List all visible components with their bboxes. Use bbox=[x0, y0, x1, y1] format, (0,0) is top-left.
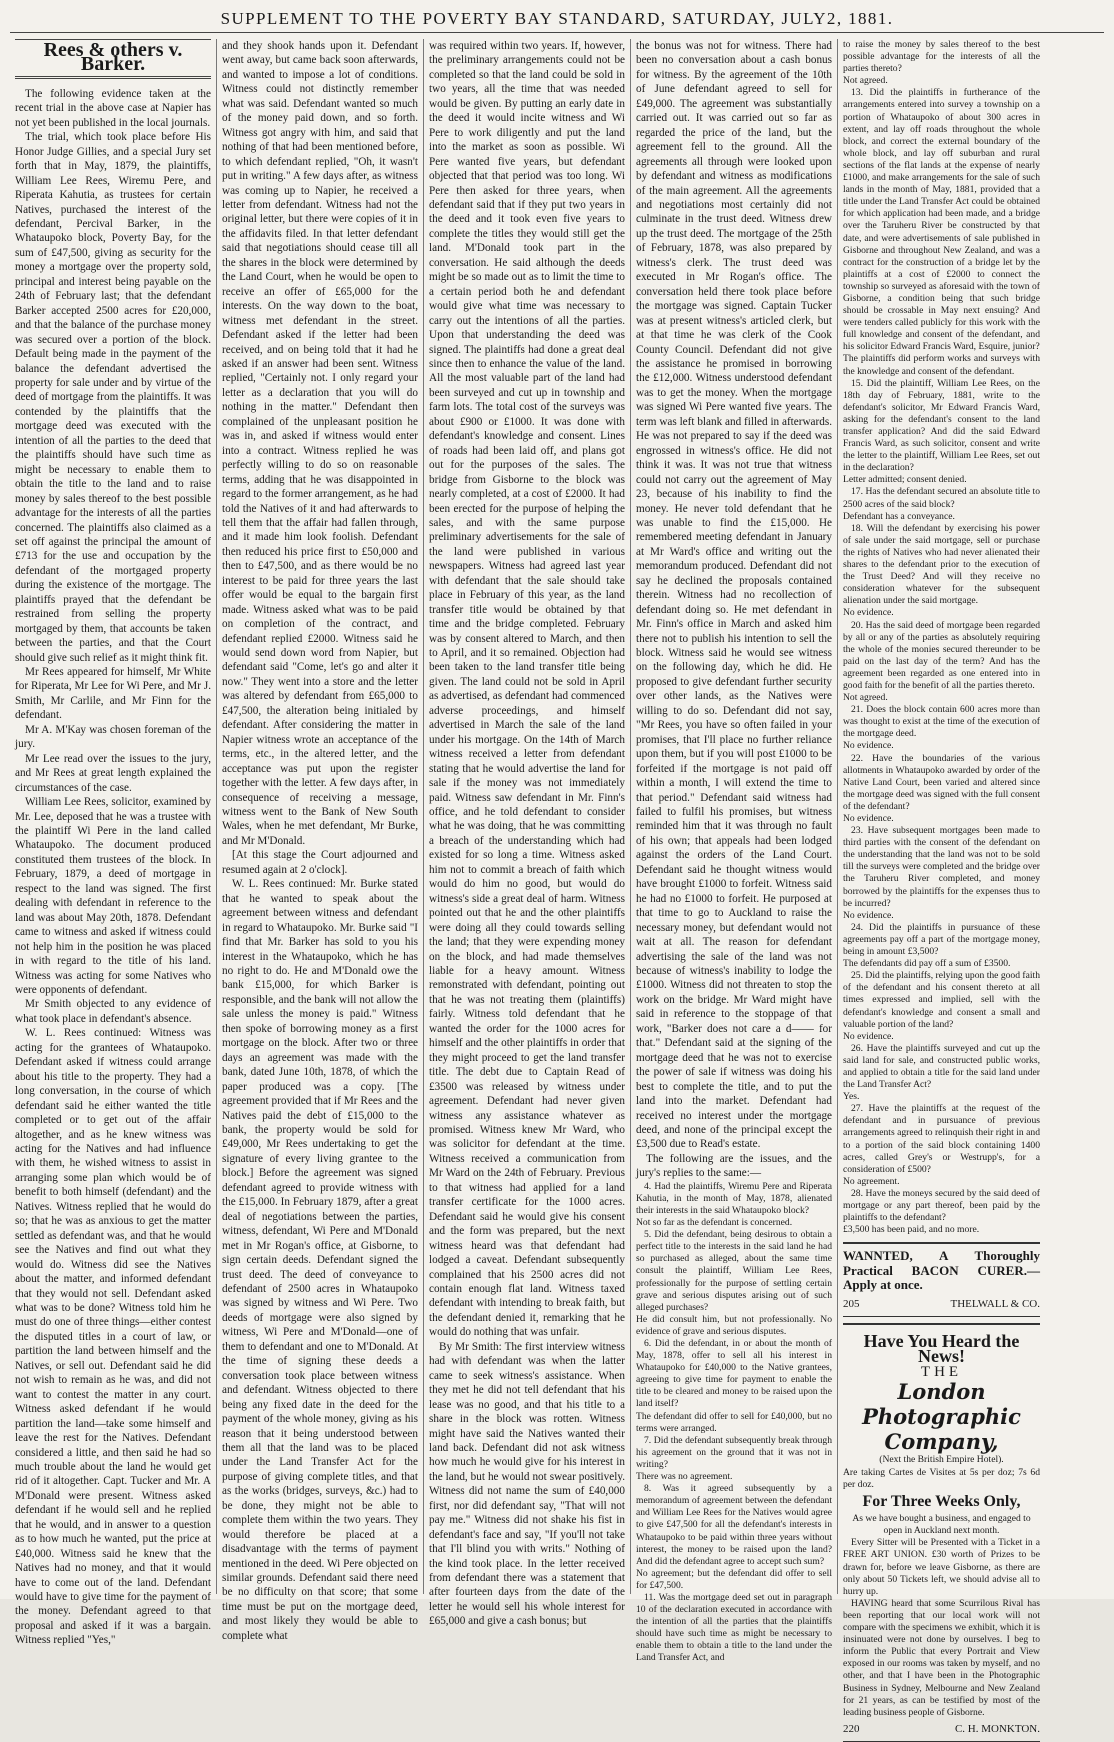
paragraph: William Lee Rees, solicitor, examined by Mr. Lee, deposed that he was a trustee with the plaintiff Wi Pere in the land called Whataupoko. The document produced constituted them trustees of the block. In February, 1879, a deed of mortgage in respect to the land was signed. The first dealing with defendant in reference to the land was about May 20th, 1878. Defendant came to witness and asked if witness could not help him in the position he was placed in with regard to the title of his land. Witness was acting for some Natives who were opponents of defendant. bbox=[15, 796, 211, 996]
issue: 27. Have the plaintiffs at the request of the defendant and in pursuance of previous arrangements agreed to relinquish their right in and to a portion of the said block containing 1400 acres, called Grey's or Westrupp's, for a consideration of £500? bbox=[843, 1103, 1040, 1175]
ad-line: As we have bought a business, and engaged to open in Auckland next month. bbox=[852, 1513, 1031, 1537]
ad-subtitle: (Next the British Empire Hotel). bbox=[879, 1454, 1004, 1466]
issue: 6. Did the defendant, in or about the month of May, 1878, offer to sell all his interest in Whataupoko for £40,000 to the Native grantees, agreeing to give time for payment to enable the title to be cleared and money to be raised upon the land itself? bbox=[636, 1338, 832, 1410]
columns bbox=[10, 39, 1104, 1735]
paragraph: [At this stage the Court adjourned and resumed again at 2 o'clock]. bbox=[222, 849, 418, 876]
issue: 18. Will the defendant by exercising his power of sale under the said mortgage, sell or purchase the rights of Natives who had never alienated their shares to the defendant prior to the execution of the Trust Deed? And will they receive no consideration whatever for the subsequent alienation under the said mortgage. bbox=[843, 522, 1040, 607]
reply: No evidence. bbox=[843, 1030, 894, 1042]
company-name: London Photographic Company, bbox=[862, 1379, 1021, 1455]
issue: 7. Did the defendant subsequently break through his agreement on the ground that it was not in writing? bbox=[636, 1434, 832, 1470]
issue: 24. Did the plaintiffs in pursuance of these agreements pay off a part of the mortgage money, being in amount £3,500? bbox=[843, 921, 1040, 958]
reply: No evidence. bbox=[843, 909, 894, 921]
reply: The plaintiffs did perform works and surveys with the knowledge and consent of the defendant. bbox=[843, 353, 1040, 377]
paragraph: Mr Lee read over the issues to the jury, and Mr Rees at great length explained the circumstances of the case. bbox=[15, 752, 211, 794]
article-title: Rees & others v. Barker. bbox=[15, 39, 211, 79]
issue: 11. Was the mortgage deed set out in paragraph 10 of the declaration executed in accordance with the intention of all the parties that the plaintiffs should have such time as might be necessary to enable them to obtain a title to the land under the Land Transfer Act, and bbox=[636, 1591, 832, 1664]
issue: 4. Had the plaintiffs, Wiremu Pere and Riperata Kahutia, in the month of May, 1878, alienated their interests in the said Whataupoko block? bbox=[636, 1180, 832, 1216]
reply: There was no agreement. bbox=[636, 1471, 733, 1483]
issue: to raise the money by sales thereof to the best possible advantage for the interests of all the parties thereto? bbox=[843, 39, 1040, 75]
ad-line: Every Sitter will be Presented with a Ticket in a FREE ART UNION. £30 worth of Prizes to be drawn for, before we leave Gisborne, as there are only about 50 Tickets left, we should advise all to hurry up. bbox=[843, 1537, 1040, 1597]
column-1 bbox=[10, 39, 217, 1647]
issue: 20. Has the said deed of mortgage been regarded by all or any of the parties as absolutely requiring the whole of the monies secured thereunder to be paid on the last day of the term? And has the agreement been regarded as one entered into in good faith for the benefit of all the parties thereto. bbox=[843, 619, 1040, 691]
ad-line: HAVING heard that some Scurrilous Rival has been reporting that our local work will not compare with the specimens we exhibit, which it is insinuated were not done by ourselves. I beg to inform the Public that every Portrait and View exposed in our rooms was taken by myself, and no other, and that I have been in the Photographic Business in Sydney, Melbourne and New Zealand for 21 years, as can be testified by most of the leading business people of Gisborne. bbox=[843, 1597, 1040, 1718]
reply: Letter admitted; consent denied. bbox=[843, 474, 967, 486]
ad-text: WANNTED, A Thoroughly Practical BACON CURER.—Apply at once. bbox=[843, 1248, 1040, 1293]
reply: The defendant did offer to sell for £40,000, but no terms were arranged. bbox=[636, 1410, 832, 1434]
issue: 8. Was it agreed subsequently by a memorandum of agreement between the defendant and William Lee Rees for the Natives would agree to give £47,500 for all the defendant's interests in Whataupoko to be paid within three years without interest, the money to be raised upon the land? And did the defendant agree to accept such sum? bbox=[636, 1483, 832, 1567]
ad-the: THE bbox=[920, 1364, 963, 1380]
ad-number: 220 bbox=[843, 1722, 860, 1735]
issue: 23. Have subsequent mortgages been made to third parties with the consent of the defendant on the understanding that the land was not to be sold till the surveys were completed and the bridge over the Taruheru River completed, and money borrowed by the plaintiffs for the expenses thus to be incurred? bbox=[843, 825, 1040, 909]
paragraph: W. L. Rees continued: Mr. Burke stated that he wanted to speak about the agreement between witness and defendant in regard to Whataupoko. Mr. Burke said "I find that Mr. Barker has sold to you his interest in the Whataupoko, which he has no right to do. He and M'Donald owe the bank £15,000, for which Barker is responsible, and the bank will not allow the sale unless the money is paid." Witness then spoke of borrowing money as a first mortgage on the block. After two or three days an agreement was made with the bank, dated June 10th, 1878, of which the paper produced was a copy. [The agreement provided that if Mr Rees and the Natives paid the debt of £15,000 to the bank, the property would be sold for £49,000, Mr Rees undertaking to get the signature of every living grantee to the block.] Before the agreement was signed defendant agreed to provide witness with the £15,000. In February 1879, after a great deal of negotiations between the parties, witness, defendant, Wi Pere and M'Donald met in Mr Rogan's office, at Gisborne, to sign certain deeds. Defendant signed the trust deed. The deed of conveyance to defendant of 2500 acres in Whataupoko was signed by witness and Wi Pere. Two deeds of mortgage were also signed by witness, Wi Pere and M'Donald—one of them to defendant and one to M'Donald. At the time of signing these deeds a conversation took place between witness and defendant. Witness objected to there being any fixed date in the deed for the payment of the whole money, giving as his reason that it being understood between them all that the land was to be placed under the Land Transfer Act for the purpose of giving complete titles, and that as the works (bridges, surveys, &c.) had to be done, they might not be able to complete them within the two years. They would therefore be placed at a disadvantage with the terms of payment mentioned in the deed. Wi Pere objected on similar grounds. Defendant said there need be no difficulty on that score; that some time must be put on the mortgage deed, and most likely they would be able to complete what bbox=[222, 878, 418, 1642]
reply: No evidence. bbox=[843, 740, 894, 752]
paragraph: and they shook hands upon it. Defendant went away, but came back soon afterwards, and wanted to impose a lot of conditions. Witness could not distinctly remember what was said. Defendant wanted so much of the money paid down, and so forth. Witness got angry with him, and said that nothing of that had been mentioned before, to which defendant replied, "Oh, it wasn't put in writing." A few days after, as witness was coming up to Napier, he received a letter from defendant. Witness had not the original letter, but there were copies of it in the affidavits filed. In that letter defendant said that negotiations should cease till all the shares in the block were determined by the Land Court, when he would be open to receive an offer of £65,000 for the interests. On the way down to the boat, witness met defendant in the street. Defendant asked if the letter had been received, and on being told that it had he asked if an answer had been sent. Witness replied, "Certainly not. I only regard your letter as a declaration that you will do nothing in the matter." Defendant then complained of the unpleasant position he was in, and asked if witness would enter into a contract. Witness replied he was perfectly willing to do so on reasonable terms, adding that he was disappointed in regard to the former arrangement, as he had told the Natives of it and had afterwards to tell them that the affair had fallen through, and it made him look foolish. Defendant then reduced his price first to £50,000 and then to £47,500, and as there would be no interest to be paid for three years the last offer would be equal to the bargain first made. Witness asked what was to be paid on completion of the contract, and defendant replied £2000. Witness said he would send down word from Napier, but defendant said "Come, let's go and alter it now." They went into a store and the letter was altered by defendant from £65,000 to £47,500, the alteration being initialed by defendant. After considering the matter in Napier witness wrote an acceptance of the terms, etc., in the altered letter, and the acceptance was put upon the register together with the letter. A few days after, in consequence of receiving a message, witness went to the Bank of New South Wales, when he met defendant, Mr Burke, and Mr M'Donald. bbox=[222, 40, 418, 847]
issue: 28. Have the moneys secured by the said deed of mortgage or any part thereof, been paid by the plaintiffs to the defendant? bbox=[843, 1187, 1040, 1224]
ad-number: 205 bbox=[843, 1297, 860, 1310]
advertisement-photographic bbox=[843, 1323, 1040, 1742]
ad-line: Are taking Cartes de Visites at 5s per doz; 7s 6d per doz. bbox=[843, 1466, 1040, 1490]
paragraph: By Mr Smith: The first interview witness had with defendant was when the latter came to seek witness's assistance. When they met he did not tell defendant that his lease was no good, and that his title to a share in the block was rotten. Witness might have said the Natives wanted their land back. Defendant did not ask witness how much he would give for his interest in the land, but he would not swear positively. Witness did not name the sum of £40,000 first, nor did defendant say, "That will not pay me." Witness did not shake his fist in defendant's face and say, "If you'll not take that I'll blind you with writs." Nothing of the kind took place. In the letter received from defendant there was a statement that after fourteen days from the date of the letter he would sell his whole interest for £65,000 and give a cash bonus; but bbox=[429, 1340, 625, 1628]
reply: £3,500 has been paid, and no more. bbox=[843, 1224, 980, 1236]
reply: No agreement. bbox=[843, 1175, 900, 1187]
advertisement-bacon-curer bbox=[843, 1242, 1040, 1317]
issue: 22. Have the boundaries of the various allotments in Whataupoko awarded by order of the Native Land Court, been varied and altered since the mortgage deed was signed with the full consent of the defendant? bbox=[843, 752, 1040, 812]
column-3 bbox=[424, 39, 631, 1628]
issue: 13. Did the plaintiffs in furtherance of the arrangements entered into survey a township on a portion of Whataupoko of about 300 acres in extent, and lay off roads throughout the whole block, and correct the external boundary of the whole block, and lay off suburban and rural sections of the flat lands at the expense of nearly £1000, and make arrangements for the sale of such lands in the month of May, 1881, provided that a title under the Land Transfer Act could be obtained for which application had been made, and a bridge over the Taruheru River be constructed by that date, and were advertisements of sale published in Gisborne and throughout New Zealand, and was a contract for the construction of a bridge let by the plaintiffs at a cost of £2000 to connect the township so surveyed as aforesaid with the town of Gisborne, a condition being that such bridge should be crossable in May next ensuing? And were tenders called publicly for this work with the full knowledge and consent of the defendant, and his solicitor Edward Francis Ward, Esquire, junior? bbox=[843, 87, 1040, 353]
paragraph: The following are the issues, and the jury's replies to the same:— bbox=[636, 1152, 832, 1180]
issue: 5. Did the defendant, being desirous to obtain a perfect title to the interests in the said land he had so purchased as alleged, about the same time consult the plaintiff, William Lee Rees, professionally for the purpose of settling certain grave and serious disputes arising out of such alleged purchases? bbox=[636, 1229, 832, 1313]
issue: 17. Has the defendant secured an absolute title to 2500 acres of the said block? bbox=[843, 486, 1040, 510]
issue: 15. Did the plaintiff, William Lee Rees, on the 18th day of February, 1881, write to the defendant's solicitor, Mr Edward Francis Ward, asking for the defendant's consent to the land transfer application? And did the said Edward Francis Ward, as such solicitor, consent and write the letter to the plaintiff, William Lee Rees, set out in the declaration? bbox=[843, 377, 1040, 474]
paragraph: W. L. Rees continued: Witness was acting for the grantees of Whataupoko. Defendant asked if witness could arrange about his title to the property. They had a long conversation, in the course of which defendant said he either wanted the title completed or to get out of the affair altogether, and as he knew witness was acting for the Natives and had influence with them, he wished witness to assist in arranging some plan which would be of benefit to both himself (defendant) and the Natives. Witness replied that he would do so; that he was as anxious to get the matter settled as defendant was, and that he would see the Natives and find out what they would do. Witness did see the Natives about the matter, and informed defendant that they would not sell. Defendant asked what was to be done? Witness told him he must do one of three things—either contest the disputed titles in a court of law, or partition the land between himself and the Natives, or sell out. Defendant said he did not wish to remain as he was, and did not want to contest the matter in any court. Witness asked defendant if he would partition the land—take some himself and leave the rest for the Natives. Defendant considered a little, and then said he had so much trouble about the land he would get rid of it altogether. Capt. Tucker and Mr. A M'Donald were present. Witness asked defendant if he would sell and he replied that he would, and in answer to a question as to how much he wanted, put the price at £40,000. Witness said he knew that the Natives had no money, and that it would have to come out of the land. Defendant would have to give time for the payment of the money. Defendant agreed to that proposal and asked if it was a bargain. Witness replied "Yes," bbox=[15, 1027, 211, 1647]
reply: Yes. bbox=[843, 1091, 860, 1103]
paragraph: The following evidence taken at the recent trial in the above case at Napier has not yet been published in the local journals. bbox=[15, 87, 211, 129]
reply: He did consult him, but not professionally. No evidence of grave and serious disputes. bbox=[636, 1313, 832, 1337]
paragraph: Mr A. M'Kay was chosen foreman of the jury. bbox=[15, 723, 211, 751]
reply: The defendants did pay off a sum of £3500. bbox=[843, 958, 1011, 970]
ad-headline: Have You Heard the News! bbox=[863, 1331, 1020, 1366]
issue: 25. Did the plaintiffs, relying upon the good faith of the defendant and his consent thereto at all times expressed and implied, sell with the defendant's knowledge and consent a small and valuable portion of the land? bbox=[843, 970, 1041, 1030]
paragraph: The trial, which took place before His Honor Judge Gillies, and a special Jury set forth that in May, 1879, the plaintiffs, William Lee Rees, Wiremu Pere, and Riperata Kahutia, as trustees for certain Natives, purchased the interest of the defendant, Percival Barker, in the Whataupoko block, Poverty Bay, for the sum of £47,500, giving as security for the money a mortgage over the property sold, principal and interest being payable on the 24th of February last; that the defendant Barker accepted 2500 acres for £20,000, and that the balance of the purchase money was secured over a portion of the block. Default being made in the payment of the balance the defendant advertised the property for sale under and by virtue of the deed of mortgage from the plaintiffs. It was contended by the plaintiffs that the mortgage deed was executed with the intention of all the parties to the deed that the plaintiffs should have such time as might be necessary to enable them to obtain the title to the land and to raise money by sales thereof to the best possible advantage for the interests of all the parties concerned. The plaintiffs also claimed as a set off against the principal the amount of £713 for the use and occupation by the defendant of the mortgaged property during the existence of the mortgage. The plaintiffs prayed that the defendant be restrained from selling the property mortgaged by them, that accounts be taken between the parties, and that the Court should give such relief as it might think fit. bbox=[15, 131, 211, 664]
ad-signature: C. H. MONKTON. bbox=[954, 1722, 1040, 1735]
issue: 21. Does the block contain 600 acres more than was thought to exist at the time of the execution of the mortgage deed. bbox=[843, 704, 1040, 740]
ad-three-weeks: For Three Weeks Only, bbox=[862, 1492, 1021, 1510]
paragraph: was required within two years. If, however, the preliminary arrangements could not be completed so that the land could be sold in two years, all the time that was needed would be given. By putting an early date in the deed it would incite witness and Wi Pere to work diligently and put the land into the market as soon as possible. Wi Pere wanted five years, but defendant objected that that period was too long. Wi Pere then asked for three years, when defendant said that if they put two years in the deed and it took even five years to complete the titles they would still get the land. M'Donald took part in the conversation. He said although the deeds might be so made out as to limit the time to a certain period both he and defendant would give what time was necessary to carry out the intentions of all the parties. Upon that understanding the deed was signed. The plaintiffs had done a great deal since then to enhance the value of the land. All the most valuable part of the land had been surveyed and cut up in township and farm lots. The total cost of the surveys was about £900 or £1000. It was done with defendant's knowledge and consent. Lines of roads had been laid off, and plans got out for the purposes of the sales. The bridge from Gisborne to the block was nearly completed, at a cost of £2000. It had been erected for the purpose of helping the sales, and with the same purpose preliminary advertisements for the sale of the land were published in various newspapers. Witness had agreed last year with defendant that the sale should take place in February of this year, as the land transfer title would be obtained by that time and the bridge completed. February was by consent altered to March, and then to April, and it so remained. Objection had been taken to the land transfer title being given. The land could not be sold in April as advertised, as defendant had commenced adverse proceedings, and himself advertised in March the sale of the land under his mortgage. On the 14th of March witness received a letter from defendant stating that he would advertise the land for sale if the money was not immediately paid. Witness saw defendant in Mr. Finn's office, and he told defendant to consider what he was doing, that he was committing a breach of the understanding which had existed for so long a time. Witness asked him not to commit a breach of faith which would do him no good, but would do witness's side a great deal of harm. Witness pointed out that he and the other plaintiffs were doing all they could towards selling the land; that they were expending money on the block, and had made themselves liable for a heavy amount. Witness remonstrated with defendant, pointing out that he was not treating them (plaintiffs) fairly. Witness told defendant that he wanted the order for the 1000 acres for himself and the other plaintiffs in order that they might proceed to get the land transfer title. The debt due to Captain Read of £3500 was released by witness under agreement. Defendant had never given witness any assistance whatever as promised. Witness knew Mr Ward, who was solicitor for defendant at the time. Witness received a communication from Mr Ward on the 24th of February. Previous to that witness had applied for a land transfer certificate for the 1000 acres. Defendant said he would give his consent and the form was prepared, but the next witness heard was that defendant had lodged a caveat. Defendant subsequently complained that his 2500 acres did not contain enough flat land. Witness taxed defendant with intending to break faith, but the defendant denied it, remarking that he would do nothing that was unfair. bbox=[429, 40, 625, 1339]
reply: Not so far as the defendant is concerned. bbox=[636, 1217, 793, 1229]
ad-signature: THELWALL & CO. bbox=[950, 1297, 1040, 1310]
paragraph: Mr Smith objected to any evidence of what took place in defendant's absence. bbox=[15, 998, 211, 1025]
reply: Defendant has a conveyance. bbox=[843, 510, 955, 522]
column-4 bbox=[631, 39, 838, 1664]
reply: No agreement; but the defendant did offer to sell for £47,500. bbox=[636, 1567, 832, 1591]
reply: Not agreed. bbox=[843, 692, 888, 704]
masthead: SUPPLEMENT TO THE POVERTY BAY STANDARD, SATURDAY, JULY2, 1881. bbox=[10, 8, 1104, 33]
paragraph: Mr Rees appeared for himself, Mr White for Riperata, Mr Lee for Wi Pere, and Mr J. Smith, Mr Carlile, and Mr Finn for the defendant. bbox=[15, 666, 211, 722]
paragraph: the bonus was not for witness. There had been no conversation about a cash bonus for witness. By the agreement of the 10th of June defendant agreed to sell for £49,000. The agreement was substantially carried out. It was carried out so far as regarded the price of the land, but the agreement fell to the ground. All the agreements all through were looked upon by defendant and witness as modifications of the main agreement. All the agreements and negotiations most certainly did not culminate in the trust deed. Witness drew up the trust deed. The mortgage of the 25th of February, 1878, was also prepared by witness's clerk. The trust deed was executed in Mr Rogan's office. The conversation held there took place before the mortgage was signed. Captain Tucker was at present witness's articled clerk, but at that time he was clerk of the Cook County Council. Defendant did not give the assistance he promised in borrowing the £12,000. Witness understood defendant was to get the money. When the mortgage was signed Wi Pere wanted five years. The term was left blank and filled in afterwards. He was not prepared to say if the deed was engrossed in witness's office. He did not think it was. It was not true that witness could not carry out the agreement of May 23, because of his inability to find the money. He never told defendant that he was unable to find the £15,000. He remembered meeting defendant in January at Mr Ward's office and writing out the memorandum produced. Defendant did not say he declined the proposals contained therein. Witness had no recollection of defendant doing so. He met defendant in Mr. Finn's office in March and asked him there not to publish his intention to sell the block. Witness said he would see witness on the following day, which he did. He proposed to give defendant further security over other lands, as the Natives were willing to do so. Defendant did not say, "Mr Rees, you have so often failed in your promises, that I'll place no further reliance upon them, but if you will post £1000 to be forfeited if the mortgage is not paid off within a month, I will extend the time to that period." Defendant said witness had failed to fulfil his promises, but witness reminded him that it was through no fault of his own; that appeals had been lodged against the orders of the Land Court. Defendant said he thought witness would have brought £1000 to forfeit. Witness said he had no £1000 to forfeit. He purposed at that time to go to Auckland to raise the necessary money, but defendant would not wait at all. The reason for defendant advertising the sale of the land was not because of witness's inability to lodge the £1000. Witness did not threaten to stop the work on the bridge. Mr Ward might have said in reference to the stoppage of that work, "Barker does not care a d—— for that." Defendant said at the signing of the mortgage deed that he was not to exercise the power of sale if witness was doing his best to complete the title, and to put the land into the market. Defendant had received no interest under the mortgage deed, and none of the principal except the £3,500 due to Read's estate. bbox=[636, 40, 832, 1151]
reply: No evidence. bbox=[843, 607, 894, 619]
issue: 26. Have the plaintiffs surveyed and cut up the said land for sale, and constructed public works, and applied to obtain a title for the said land under the Land Transfer Act? bbox=[843, 1042, 1040, 1091]
column-2 bbox=[217, 39, 424, 1642]
reply: Not agreed. bbox=[843, 75, 888, 87]
column-5 bbox=[838, 39, 1045, 1735]
reply: No evidence. bbox=[843, 813, 894, 824]
